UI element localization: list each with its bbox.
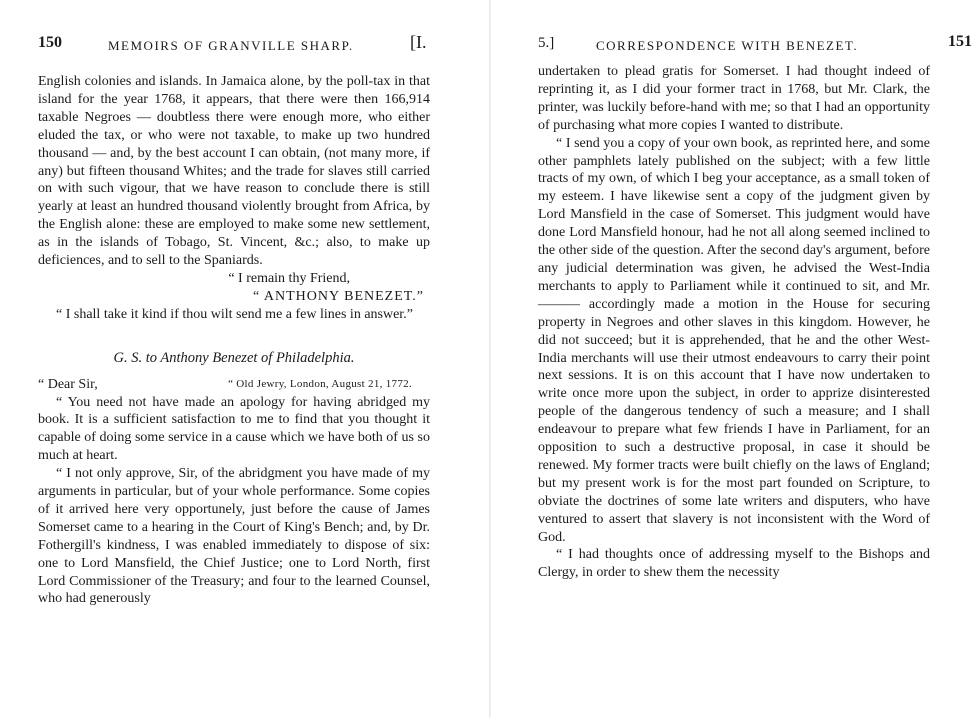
- letter-heading: G. S. to Anthony Benezet of Philadelphia.: [113, 349, 355, 366]
- paragraph: undertaken to plead gratis for Somerset. I had thought indeed of reprinting it, as I did your former tract in 1768, but Mr. Clark, the printer, was luckily before-hand with me; so that I had an opportunity of purchasing what more copies I wanted to distribute.: [538, 64, 930, 133]
- chapter-marker: [I.: [410, 32, 427, 52]
- paragraph: “ I had thoughts once of addressing myself to the Bishops and Clergy, in order to shew them the necessity: [538, 547, 930, 581]
- letter-closing: “ I remain thy Friend,: [228, 270, 350, 286]
- running-title: CORRESPONDENCE WITH BENEZET.: [596, 38, 859, 53]
- paragraph: English colonies and islands. In Jamaica alone, by the poll-tax in that island for the year 1768, it appears, that there were then 166,914 taxable Negroes — doubtless there were enough more, who either eluded the tax, or who were not taxable, to make up two hundred thousand — and, by the best account I can obtain, (not many more, if any) but fifteen thousand Whites; and the trade for slaves still carried on with such vigour, that we have reason to conclude there is still yearly at least an hundred thousand violently brought from Africa, by the English alone: these are employed to make some new settlement, as in the islands of Tobago, St. Vincent, &c.; also, to make up deficiences, and to sell to the Spaniards.: [38, 74, 430, 269]
- paragraph: “ I send you a copy of your own book, as reprinted here, and some other pamphlets lately published on the subject; with a few little tracts of my own, of which I beg your acceptance, as a small token of my esteem. I have likewise sent a copy of the judgment given by Lord Mansfield in the case of Somerset. This judgment would have done Lord Mansfield honour, had he not all along seemed inclined to the other side of the question. After the second day's argument, before any judicial determination was given, he advised the West-India merchants to apply to Parliament while it continued to sit, and Mr. ——— accordingly made a motion in the House for securing property in Negroes and other slaves in this kingdom. However, he did not succeed; but it is apprehended, that he and the other West-India merchants will use their utmost endeavours to carry their point next sessions. It is on this account that I have now undertaken to write once more upon the subject, in order to apprize disinterested people of the dangerous tendency of such a measure; and I shall endeavour to prepare what few friends I have in Parliament, for an opposition to such a destructive proposal, in case it should be renewed. My former tracts were built chiefly on the laws of England; but my present work is for the most part founded on Scripture, to obviate the doctrines of some late writers and disputers, who have ventured to assert that slavery is not inconsistent with the Word of God.: [538, 135, 930, 545]
- page-number: 150: [38, 34, 62, 51]
- page-number: 151: [948, 33, 972, 50]
- running-title: MEMOIRS OF GRANVILLE SHARP.: [108, 38, 354, 53]
- right-page: [490, 0, 980, 717]
- left-body-text: [38, 73, 430, 608]
- paragraph: “ I not only approve, Sir, of the abridgment you have made of my arguments in particular, but of your whole performance. Some copies of it arrived here very opportunely, just before the cause of James Somerset came to a hearing in the Court of King's Bench; and, by Dr. Fothergill's kindness, I was enabled immediately to dispose of six: one to Lord Mansfield, the Chief Justice; one to Lord North, first Lord Commissioner of the Treasury; and four to the learned Counsel, who had generously: [38, 466, 430, 607]
- postscript: “ I shall take it kind if thou wilt send me a few lines in answer.”: [56, 306, 413, 322]
- salutation-line: [38, 376, 430, 394]
- chapter-marker: 5.]: [538, 35, 555, 51]
- paragraph: “ You need not have made an apology for having abridged my book. It is a sufficient satisfaction to me to find that you thought it capable of doing some service in a cause which we have both of us so much at heart.: [38, 394, 430, 464]
- right-body-text: [538, 63, 930, 582]
- salutation: “ Dear Sir,: [38, 376, 98, 392]
- letter-signature: “ ANTHONY BENEZET.”: [252, 288, 424, 304]
- dateline: “ Old Jewry, London, August 21, 1772.: [228, 377, 412, 390]
